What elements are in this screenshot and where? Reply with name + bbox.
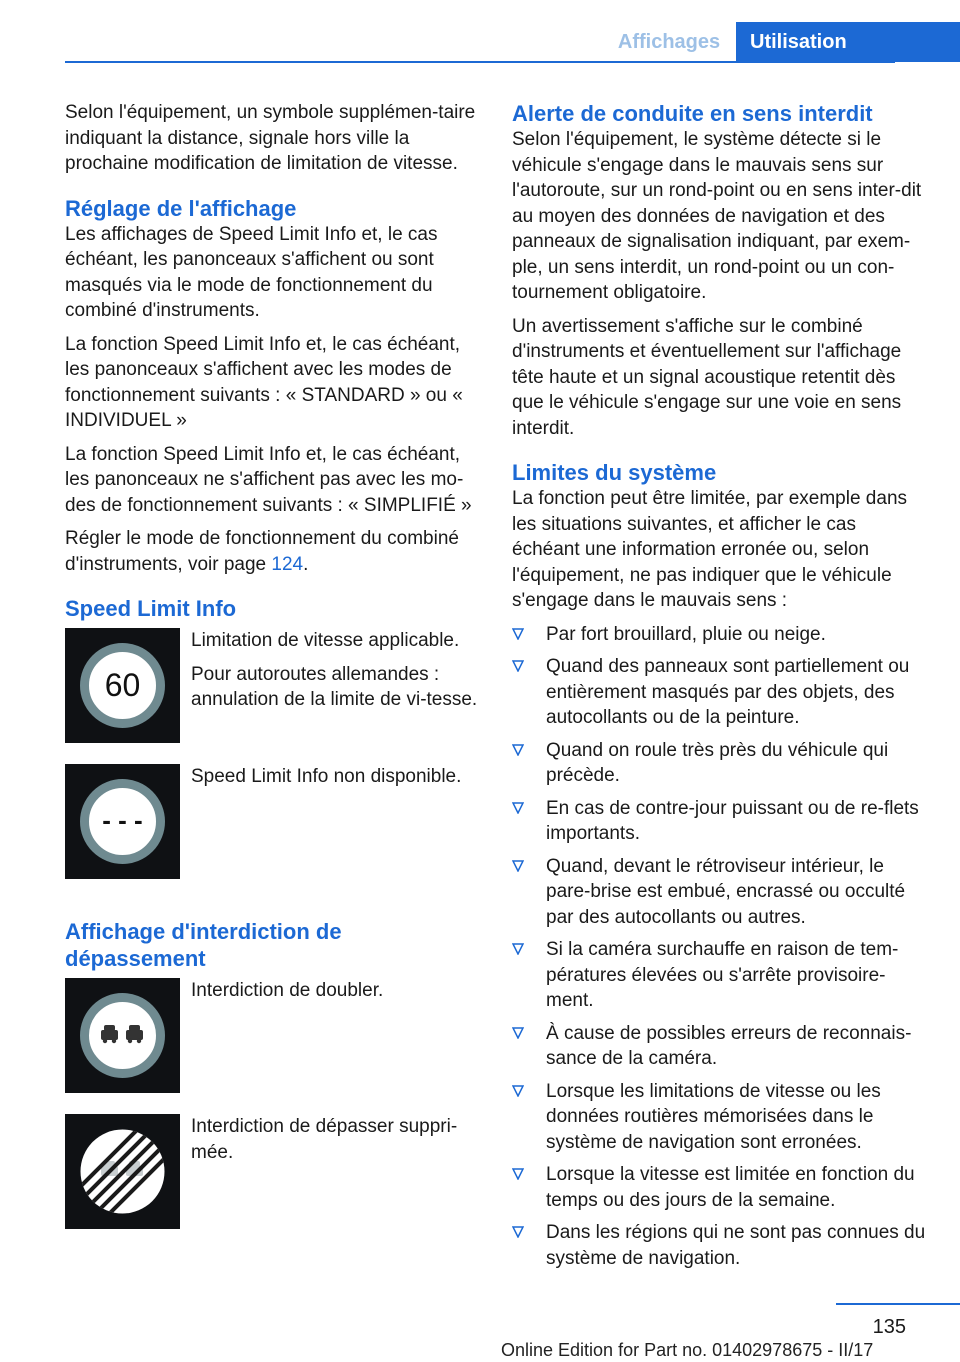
speed-sign-row-1 [65,628,480,764]
end-no-overtaking-sign-icon [65,1114,180,1229]
reglage-heading: Réglage de l'affichage [65,195,297,221]
list-item: Quand on roule très près du véhicule qui précède. [512,738,928,789]
reglage-p4-text: Régler le mode de fonctionnement du combiné d'instruments, voir page [65,528,459,575]
header-rule [65,61,895,63]
limits-intro: La fonction peut être limitée, par exemple dans les situations suivantes, et afficher le cas échéant une information erronée ou, selon l'équipement, ne pas indiquer que le véhicule s'engage dans le mauvais sens : [512,488,908,611]
right-column [512,100,928,1278]
list-item: En cas de contre-jour puissant ou de re-flets importants. [512,796,928,847]
wrong-way-heading: Alerte de conduite en sens interdit [512,101,873,126]
bullet-triangle-icon [512,1226,524,1238]
bullet-triangle-icon [512,660,524,672]
list-item: Par fort brouillard, pluie ou neige. [512,622,928,648]
wrong-way-p1: Selon l'équipement, le système détecte si le véhicule s'engage dans le mauvais sens sur l'autoroute, sur un rond-point ou en sens inter-dit au moyen des données de navigation et des panneaux de signalisation indiquant, par exem-ple, un sens interdit, un rond-point ou un con-tournement obligatoire. [512,129,922,303]
speed-sign-1-line2: Pour autoroutes allemandes : annulation de la limite de vi-tesse. [191,663,478,710]
bullet-triangle-icon [512,1027,524,1039]
intro-paragraph: Selon l'équipement, un symbole supplémen-taire indiquant la distance, signale hors ville la prochaine modification de limitation de vitesse. [65,102,476,174]
list-item: Si la caméra surchauffe en raison de tem-pératures élevées ou s'arrête provisoire-ment. [512,937,928,1014]
bullet-triangle-icon [512,943,524,955]
left-column [65,100,480,1250]
reglage-p3: La fonction Speed Limit Info et, le cas échéant, les panonceaux ne s'affichent pas avec les mo-des de fonctionnement suivants : « SIMPLIFIÉ » [65,443,472,516]
speed-unavailable-sign-icon [65,764,180,879]
bullet-triangle-icon [512,802,524,814]
bullet-triangle-icon [512,1168,524,1180]
page-link[interactable]: 124 [271,553,304,575]
reglage-p1: Les affichages de Speed Limit Info et, le cas échéant, les panonceaux s'affichent ou sont masqués via le mode de fonctionnement du combiné d'instruments. [65,223,438,321]
passing-sign-2-text [191,1114,486,1173]
passing-sign-1-line: Interdiction de doubler. [191,980,384,1001]
no-overtaking-sign-icon [65,978,180,1093]
list-item: Quand des panneaux sont partiellement ou entièrement masqués par des objets, des autocollants ou de la peinture. [512,654,928,731]
reglage-p4-end: . [303,553,309,575]
bullet-triangle-icon [512,744,524,756]
passing-sign-row-1 [65,978,480,1114]
speed-sign-1-line1: Limitation de vitesse applicable. [191,630,460,651]
passing-sign-2-line: Interdiction de dépasser suppri-mée. [191,1116,458,1163]
bullet-triangle-icon [512,1085,524,1097]
speed-sign-1-text [191,628,486,721]
limits-list [512,622,928,1272]
section-tab: Affichages [602,22,736,62]
wrong-way-p2: Un avertissement s'affiche sur le combiné d'instruments et éventuellement sur l'affichage tête haute et un signal acoustique retentit dès que le véhicule s'engage sur une voie en sens interdit. [512,315,902,439]
speed-sign-2-text [191,764,486,798]
reglage-p2: La fonction Speed Limit Info et, le cas échéant, les panonceaux s'affichent avec les modes de fonctionnement suivants : « STANDARD » ou « INDIVIDUEL » [65,333,463,431]
reglage-p4 [65,526,480,577]
list-item: À cause de possibles erreurs de reconnais-sance de la caméra. [512,1021,928,1072]
speed-sign-row-2 [65,764,480,900]
speed-value-60: 60 [104,667,141,703]
limits-heading: Limites du système [512,460,717,485]
bullet-triangle-icon [512,860,524,872]
speed-limit-60-sign-icon [65,628,180,743]
footer-rule [836,1303,960,1305]
list-item: Lorsque les limitations de vitesse ou les données routières mémorisées dans le système de navigation sont erronées. [512,1079,928,1156]
list-item: Dans les régions qui ne sont pas connues du système de navigation. [512,1220,928,1271]
header-tabs [602,22,960,62]
chapter-tab: Utilisation [736,22,960,62]
list-item: Quand, devant le rétroviseur intérieur, le pare-brise est embué, encrassé ou occulté par des autocollants ou autres. [512,854,928,931]
passing-heading: Affichage d'interdiction de dépassement [65,919,342,971]
speed-sign-2-line: Speed Limit Info non disponible. [191,766,462,787]
edition-footer: Online Edition for Part no. 01402978675 - II/17 [501,1340,874,1360]
bullet-triangle-icon [512,628,524,640]
passing-sign-row-2 [65,1114,480,1250]
speed-value-dashes: - - - [102,805,143,835]
page-number: 135 [872,1316,906,1338]
speed-limit-heading: Speed Limit Info [65,596,237,621]
list-item: Lorsque la vitesse est limitée en fonction du temps ou des jours de la semaine. [512,1162,928,1213]
passing-sign-1-text [191,978,486,1012]
